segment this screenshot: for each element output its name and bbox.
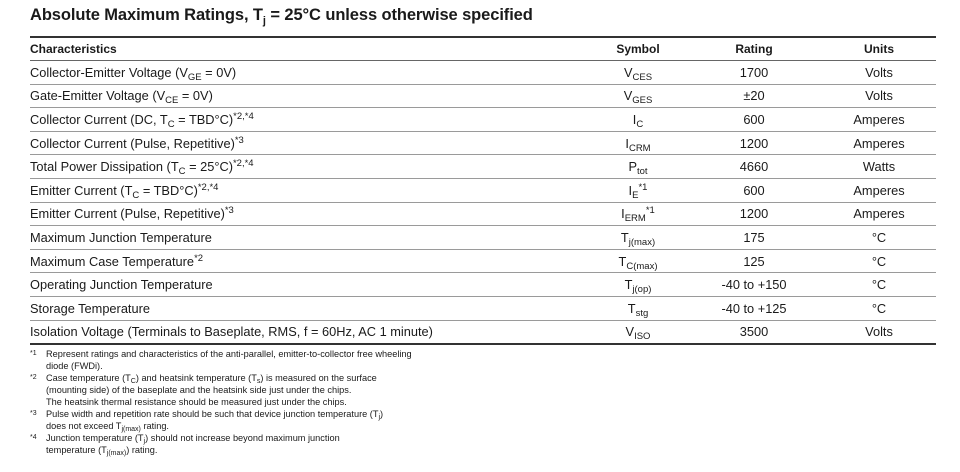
table-row [30, 226, 936, 250]
rating-cell: 600 [686, 108, 822, 132]
table-row [30, 249, 936, 273]
table-row [30, 273, 936, 297]
footnote-2: $^{*2}$ Case temperature $(T_C)$ and heatsink temperature $(T_s)$ is measured on the surface (mounting side) of the baseplate and the heatsink side just under the chips. The heatsink thermal resistance should be measured just under the chips. [30, 373, 377, 407]
header-rating: Rating [735, 42, 773, 56]
rating-cell: 3500 [686, 320, 822, 344]
rating-cell: 175 [686, 226, 822, 250]
table-row [30, 202, 936, 226]
symbol-cell: $I_C$ [590, 108, 686, 132]
symbol-cell: $V_{ISO}$ [590, 320, 686, 344]
characteristic-cell: Collector-Emitter Voltage $(V_{GE} = 0V)$ [30, 61, 590, 85]
characteristic-cell: Isolation Voltage (Terminals to Baseplate, RMS, f = 60Hz, AC 1 minute) [30, 320, 590, 344]
characteristic-cell: Maximum Junction Temperature [30, 226, 590, 250]
characteristic-cell: Collector Current (DC, $T_C = TBD^\circ C)^{*2,*4}$ [30, 108, 590, 132]
characteristic-cell: Collector Current (Pulse, Repetitive)$^{*3}$ [30, 131, 590, 155]
table-row [30, 61, 936, 85]
symbol-cell: $V_{GES}$ [590, 84, 686, 108]
table-row [30, 155, 936, 179]
table-row [30, 320, 936, 344]
rating-cell: 125 [686, 249, 822, 273]
footnote-4: $^{*4}$ Junction temperature $(T_j)$ should not increase beyond maximum junction temperature $(T_{j(max)})$ rating. [30, 433, 340, 457]
units-cell: °C [822, 226, 936, 250]
footnotes [30, 348, 490, 456]
table-row [30, 296, 936, 320]
header-units: Units [864, 42, 894, 56]
rating-cell: 1700 [686, 61, 822, 85]
rating-cell: -40 to +150 [686, 273, 822, 297]
symbol-cell: $T_{j(max)}$ [590, 226, 686, 250]
units-cell: Watts [822, 155, 936, 179]
rating-cell: 4660 [686, 155, 822, 179]
symbol-cell: $V_{CES}$ [590, 61, 686, 85]
footnote-3: $^{*3}$ Pulse width and repetition rate should be such that device junction temperature $(T_j)$ does not exceed $T_{j(max)}$ rating. [30, 409, 384, 433]
units-cell: °C [822, 296, 936, 320]
header-characteristics: Characteristics [30, 42, 117, 56]
symbol-cell: $I_{CRM}$ [590, 131, 686, 155]
table-row [30, 131, 936, 155]
characteristic-cell: Emitter Current (Pulse, Repetitive)$^{*3}$ [30, 202, 590, 226]
table-row [30, 84, 936, 108]
units-cell: °C [822, 273, 936, 297]
symbol-cell: $P_{tot}$ [590, 155, 686, 179]
characteristic-cell: Storage Temperature [30, 296, 590, 320]
rating-cell: ±20 [686, 84, 822, 108]
rating-cell: -40 to +125 [686, 296, 822, 320]
symbol-cell: $T_{stg}$ [590, 296, 686, 320]
symbol-cell: $I_E^{*1}$ [590, 178, 686, 202]
symbol-cell: $I_{ERM}^{*1}$ [590, 202, 686, 226]
characteristic-cell: Emitter Current $(T_C = TBD^\circ C)^{*2,*4}$ [30, 178, 590, 202]
table-row [30, 178, 936, 202]
table-header-row [30, 37, 936, 61]
header-symbol: Symbol [616, 42, 660, 56]
symbol-cell: $T_{C(max)}$ [590, 249, 686, 273]
characteristic-cell: Operating Junction Temperature [30, 273, 590, 297]
rating-cell: 600 [686, 178, 822, 202]
table-row [30, 108, 936, 132]
ratings-table [30, 36, 936, 345]
characteristic-cell: Gate-Emitter Voltage $(V_{CE} = 0V)$ [30, 84, 590, 108]
units-cell: °C [822, 249, 936, 273]
units-cell: Amperes [822, 202, 936, 226]
units-cell: Amperes [822, 131, 936, 155]
units-cell: Amperes [822, 178, 936, 202]
units-cell: Amperes [822, 108, 936, 132]
units-cell: Volts [822, 320, 936, 344]
units-cell: Volts [822, 61, 936, 85]
rating-cell: 1200 [686, 131, 822, 155]
symbol-cell: $T_{j(op)}$ [590, 273, 686, 297]
units-cell: Volts [822, 84, 936, 108]
page-title: Absolute Maximum Ratings, $T_j = 25^\circ C$ unless otherwise specified [30, 6, 533, 27]
rating-cell: 1200 [686, 202, 822, 226]
footnote-1: $^{*1}$ Represent ratings and characteristics of the anti-parallel, emitter-to-collector free wheeling diode (FWDi). [30, 349, 412, 371]
characteristic-cell: Maximum Case Temperature$^{*2}$ [30, 249, 590, 273]
characteristic-cell: Total Power Dissipation $(T_C = 25^\circ C)^{*2,*4}$ [30, 155, 590, 179]
